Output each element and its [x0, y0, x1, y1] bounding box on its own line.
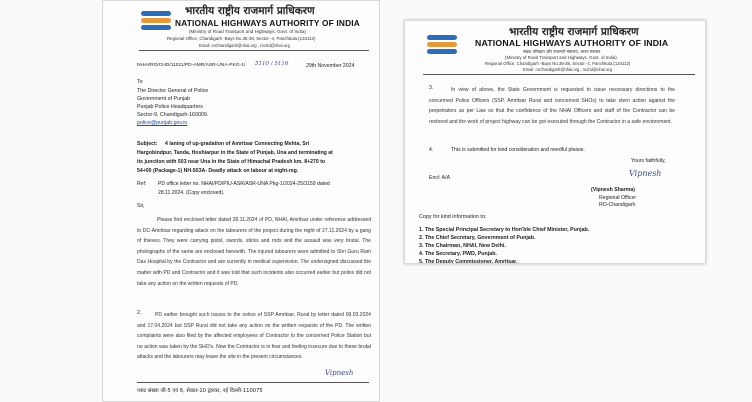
signer-office: RO-Chandigarh [599, 202, 636, 208]
signer-title: Regional Officer [599, 195, 637, 201]
paragraph-3-number: 3. [429, 85, 434, 91]
copy-list-item: 3. The Chairman, NHAI, New Delhi. [419, 243, 506, 249]
contact-line: Email: roChandigarh@nhai.org , rochd@nhai.org [523, 67, 612, 72]
subject-label: Subject: [137, 141, 158, 147]
enclosure: Encl: A/A [429, 175, 451, 181]
copy-list-item: 4. The Secretary, PWD, Punjab. [419, 251, 497, 257]
contact-line: Email: roChandigarh@nhai.org , rochd@nhai.org [199, 43, 290, 48]
addressee-line: The Director General of Police [137, 88, 209, 94]
footer-rule [137, 382, 369, 383]
addressee-line: To [137, 79, 143, 85]
subject-line: its junction with 503 near Una in the State of Himachal Pradesh km. 8+270 to [137, 159, 326, 165]
reference-number: NHAI/RO/CHD/11011/PD-AMR/ASR-UNA-PKG-1/ [137, 63, 246, 68]
org-title-hindi: भारतीय राष्ट्रीय राजमार्ग प्राधिकरण [509, 26, 639, 38]
nhai-logo-icon [427, 33, 457, 59]
subject-line: 4 laning of up-gradation of Amritsar Connecting Mehta, Sri [165, 141, 310, 147]
handwritten-ref: 5110 / 5116 [255, 61, 289, 67]
regional-office-line: Regional Office, Chandigarh -Bays No.35-38, Sector -4, Panchkula.(134112) [167, 36, 316, 41]
ref-line: 28.11.2024. (Copy enclosed). [158, 190, 225, 196]
subject-line: Hargobindpur, Tanda, Hoshiarpur in the State of Punjab, Una and terminating at [137, 150, 333, 156]
org-title-hindi: भारतीय राष्ट्रीय राजमार्ग प्राधिकरण [185, 5, 315, 17]
org-title-english: NATIONAL HIGHWAYS AUTHORITY OF INDIA [175, 18, 360, 28]
salutation: Sir, [137, 203, 145, 209]
regional-office-line: Regional Office, Chandigarh -Bays No.35-38, Sector -4, Panchkula.(134112) [485, 61, 631, 66]
letter-page-1 [102, 0, 380, 402]
closing: Yours faithfully, [631, 158, 666, 164]
letter-page-2 [404, 20, 706, 264]
ministry-line: (Ministry of Road Transport and Highways, Govt. of India) [505, 55, 617, 60]
nhai-logo-icon [141, 9, 171, 35]
paragraph-2-number: 2. [137, 310, 142, 316]
ref-line: PD office letter no. NHAI/PD/PIU-ASR/ASR-UNA Pkg-1/2024-25/3159 dated [158, 181, 330, 187]
paragraph-2: PD earlier brought such issues to the notice of SSP Amritsar, Rural by letter dated 09.03.2024 and 17.04.2024 but SSP Rural did not take any action on the written requests of the PD. The written complaints were also filed by the affected employees of Contractor to the concerned Police Station but no action was taken by the SHO's. Now the Contractor is in fear and feeling insecure due to these brutal attacks and the labourers may leave the site in the present circumstances. [137, 312, 371, 361]
header-rule [139, 50, 369, 51]
copy-list-item: 1. The Special Principal Secretary to Hon'ble Chief Minister, Punjab. [419, 227, 590, 233]
paragraph-4: This is submitted for kind consideration and needful please. [451, 147, 585, 153]
letterhead [405, 21, 705, 77]
copy-list-item: 5. The Deputy Commissioner, Amritsar. [419, 259, 518, 264]
signer-name: (Vipnesh Sharma) [591, 187, 636, 193]
initials-signature: Vipnesh [325, 369, 354, 377]
copy-list-item: 2. The Chief Secretary, Government of Punjab. [419, 235, 536, 241]
paragraph-1: Please find enclosed letter dated 28.11.2024 of PD, NHAI, Amritsar under reference addressed to DC-Amritsar regarding attack on the labourers of the project during the night of 27.11.2024 by a gang of thieves. They were carrying pistol, swords, sticks and rods and the assault was very brutal. The photographs of the same are enclosed herewith. The injured labourers were admitted to Shri Guru Ram Das Hospital by the Contractor and are currently in medical supervision. The undersigned discussed the matter with PD and Contractor and it was told that such incidents also occurred earlier but police did not take any action on the written requests of PD. [137, 217, 371, 287]
addressee-email-link[interactable]: police@punjab.gov.in [137, 120, 188, 126]
copy-heading: Copy for kind information to: [419, 214, 487, 220]
addressee-line: Punjab Police Headquarters [137, 104, 203, 110]
ministry-line-hindi: सड़क परिवहन और राजमार्ग मंत्रालय, भारत सरकार [523, 49, 601, 54]
addressee-line: Government of Punjab [137, 96, 190, 102]
signature: Vipnesh [629, 169, 662, 178]
paragraph-3: In view of above, the State Government is requested to issue necessary directions to the concerned Police Officers (SSP, Amritsar Rural and concerned SHOs) to take stern action against the perpetrators as per Law so that the confidence of the NHAI Officers and staff of the Contractor can be restored and the work of project highway can be got executed through the Contractor in a safe environment. [429, 87, 675, 125]
footer-address: प्लाट संख्या जी-5 एवं 6, सेक्टर-10 द्वारका, नई दिल्ली-110075 [137, 388, 263, 394]
org-title-english: NATIONAL HIGHWAYS AUTHORITY OF INDIA [475, 38, 669, 48]
letter-date: 29th November 2024 [306, 63, 355, 69]
subject-line: 54+00 (Package-1) NH-503A- Deadly attack on labour at night-reg. [137, 168, 299, 174]
ministry-line: (Ministry of Road Transport and Highways, Govt. of India) [189, 29, 306, 34]
addressee-line: Sector-9, Chandigarh-160009. [137, 112, 209, 118]
header-rule [423, 74, 695, 75]
letterhead [103, 1, 379, 53]
paragraph-4-number: 4. [429, 147, 434, 153]
ref-label: Ref: [137, 181, 147, 187]
